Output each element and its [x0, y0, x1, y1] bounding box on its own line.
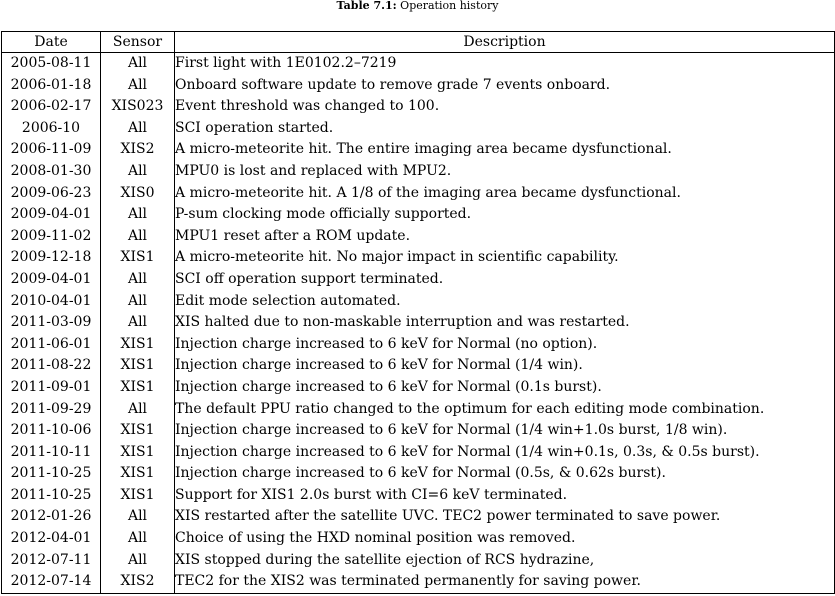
cell-sensor: All	[101, 161, 175, 183]
cell-date: 2009-04-01	[2, 269, 101, 291]
cell-description: MPU0 is lost and replaced with MPU2.	[175, 161, 835, 183]
cell-sensor: All	[101, 269, 175, 291]
table-row	[2, 291, 835, 313]
cell-sensor: XIS1	[101, 247, 175, 269]
table-row	[2, 312, 835, 334]
cell-sensor: All	[101, 75, 175, 97]
table-row	[2, 334, 835, 356]
table-row	[2, 204, 835, 226]
cell-description: A micro-meteorite hit. The entire imaging area became dysfunctional.	[175, 139, 835, 161]
cell-description: Support for XIS1 2.0s burst with CI=6 keV terminated.	[175, 485, 835, 507]
cell-date: 2005-08-11	[2, 53, 101, 75]
cell-description: Injection charge increased to 6 keV for Normal (0.1s burst).	[175, 377, 835, 399]
cell-sensor: All	[101, 528, 175, 550]
cell-date: 2012-01-26	[2, 506, 101, 528]
table-row	[2, 377, 835, 399]
cell-description: P-sum clocking mode officially supported.	[175, 204, 835, 226]
table-row	[2, 528, 835, 550]
cell-date: 2012-07-11	[2, 550, 101, 572]
table-row	[2, 53, 835, 75]
cell-description: First light with 1E0102.2–7219	[175, 53, 835, 75]
cell-description: Edit mode selection automated.	[175, 291, 835, 313]
table-row	[2, 269, 835, 291]
table-row	[2, 442, 835, 464]
table-row	[2, 161, 835, 183]
cell-sensor: XIS1	[101, 442, 175, 464]
cell-sensor: XIS023	[101, 96, 175, 118]
cell-sensor: XIS2	[101, 139, 175, 161]
cell-description: Onboard software update to remove grade 7 events onboard.	[175, 75, 835, 97]
cell-description: A micro-meteorite hit. A 1/8 of the imaging area became dysfunctional.	[175, 183, 835, 205]
cell-date: 2006-11-09	[2, 139, 101, 161]
table-row	[2, 226, 835, 248]
table-row	[2, 118, 835, 140]
table-row	[2, 75, 835, 97]
cell-description: MPU1 reset after a ROM update.	[175, 226, 835, 248]
table-row	[2, 399, 835, 421]
cell-sensor: XIS1	[101, 485, 175, 507]
table-row	[2, 463, 835, 485]
cell-description: XIS restarted after the satellite UVC. TEC2 power terminated to save power.	[175, 506, 835, 528]
cell-description: Injection charge increased to 6 keV for Normal (1/4 win+0.1s, 0.3s, & 0.5s burst).	[175, 442, 835, 464]
cell-sensor: All	[101, 226, 175, 248]
cell-date: 2011-10-25	[2, 485, 101, 507]
cell-description: A micro-meteorite hit. No major impact in scientific capability.	[175, 247, 835, 269]
cell-date: 2010-04-01	[2, 291, 101, 313]
table-body	[2, 53, 835, 594]
cell-sensor: All	[101, 506, 175, 528]
cell-description: The default PPU ratio changed to the optimum for each editing mode combination.	[175, 399, 835, 421]
cell-description: XIS stopped during the satellite ejection of RCS hydrazine,	[175, 550, 835, 572]
cell-date: 2011-10-25	[2, 463, 101, 485]
cell-description: Injection charge increased to 6 keV for Normal (no option).	[175, 334, 835, 356]
table-row	[2, 571, 835, 593]
table-row	[2, 420, 835, 442]
table-row	[2, 96, 835, 118]
table-row	[2, 550, 835, 572]
cell-date: 2011-08-22	[2, 355, 101, 377]
column-header-sensor: Sensor	[101, 32, 175, 53]
cell-sensor: XIS1	[101, 377, 175, 399]
cell-date: 2012-04-01	[2, 528, 101, 550]
cell-sensor: XIS1	[101, 420, 175, 442]
cell-description: Injection charge increased to 6 keV for Normal (1/4 win).	[175, 355, 835, 377]
table-row	[2, 247, 835, 269]
cell-date: 2012-07-14	[2, 571, 101, 593]
table-row	[2, 485, 835, 507]
cell-sensor: All	[101, 118, 175, 140]
cell-sensor: XIS0	[101, 183, 175, 205]
cell-description: XIS halted due to non-maskable interruption and was restarted.	[175, 312, 835, 334]
cell-description: Injection charge increased to 6 keV for Normal (1/4 win+1.0s burst, 1/8 win).	[175, 420, 835, 442]
cell-description: SCI off operation support terminated.	[175, 269, 835, 291]
cell-date: 2011-10-11	[2, 442, 101, 464]
column-header-description: Description	[175, 32, 835, 53]
cell-date: 2006-10	[2, 118, 101, 140]
cell-date: 2006-02-17	[2, 96, 101, 118]
cell-sensor: XIS2	[101, 571, 175, 593]
cell-sensor: XIS1	[101, 463, 175, 485]
cell-description: TEC2 for the XIS2 was terminated permanently for saving power.	[175, 571, 835, 593]
cell-description: Event threshold was changed to 100.	[175, 96, 835, 118]
cell-date: 2011-10-06	[2, 420, 101, 442]
cell-sensor: All	[101, 399, 175, 421]
cell-description: SCI operation started.	[175, 118, 835, 140]
table-row	[2, 183, 835, 205]
cell-description: Injection charge increased to 6 keV for Normal (0.5s, & 0.62s burst).	[175, 463, 835, 485]
cell-date: 2009-04-01	[2, 204, 101, 226]
cell-date: 2006-01-18	[2, 75, 101, 97]
table-caption	[0, 0, 835, 12]
cell-sensor: XIS1	[101, 334, 175, 356]
cell-sensor: All	[101, 312, 175, 334]
cell-date: 2011-09-01	[2, 377, 101, 399]
cell-date: 2009-11-02	[2, 226, 101, 248]
table-row	[2, 355, 835, 377]
column-header-date: Date	[2, 32, 101, 53]
table-row	[2, 506, 835, 528]
table-header-row	[2, 32, 835, 53]
cell-sensor: All	[101, 291, 175, 313]
table-caption-label: Table 7.1:	[336, 0, 397, 12]
cell-date: 2011-06-01	[2, 334, 101, 356]
cell-date: 2009-06-23	[2, 183, 101, 205]
cell-sensor: All	[101, 204, 175, 226]
cell-date: 2008-01-30	[2, 161, 101, 183]
operation-history-table	[1, 31, 835, 594]
cell-sensor: All	[101, 550, 175, 572]
cell-sensor: All	[101, 53, 175, 75]
cell-date: 2011-09-29	[2, 399, 101, 421]
cell-date: 2011-03-09	[2, 312, 101, 334]
table-row	[2, 139, 835, 161]
cell-date: 2009-12-18	[2, 247, 101, 269]
cell-sensor: XIS1	[101, 355, 175, 377]
cell-description: Choice of using the HXD nominal position was removed.	[175, 528, 835, 550]
table-caption-title: Operation history	[400, 0, 499, 12]
